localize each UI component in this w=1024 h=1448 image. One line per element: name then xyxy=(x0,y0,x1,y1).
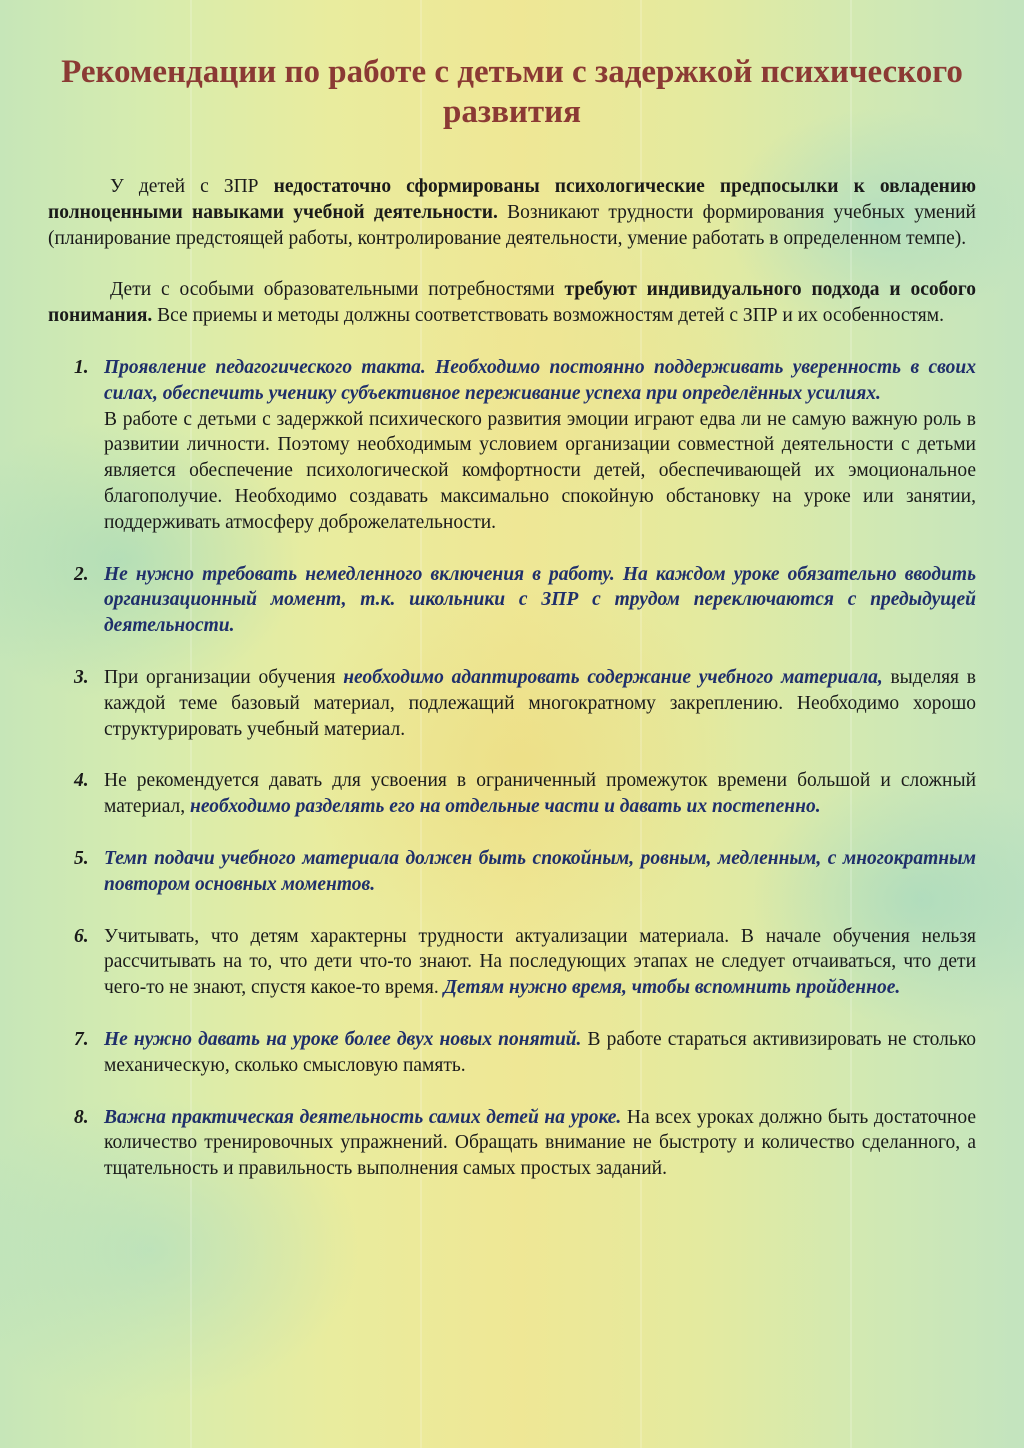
item-emphasis: необходимо адаптировать содержание учебного материала, xyxy=(343,666,883,688)
recommendation-item-4 xyxy=(48,768,976,820)
recommendation-item-7 xyxy=(48,1027,976,1079)
recommendation-item-1 xyxy=(48,355,976,536)
item-emphasis: Темп подачи учебного материала должен быть спокойным, ровным, медленным, с многократным повтором основных моментов. xyxy=(104,847,976,895)
intro-2-text: Дети с особыми образовательными потребностями xyxy=(110,279,565,301)
intro-1-rest: Возникают трудности формирования учебных умений (планирование предстоящей работы, контролирование деятельности, умение работать в определенном темпе). xyxy=(48,201,976,249)
recommendation-item-8 xyxy=(48,1105,976,1182)
recommendation-item-3 xyxy=(48,665,976,742)
item-number: 2. xyxy=(74,563,89,585)
item-text-before: Не рекомендуется давать для усвоения в ограниченный промежуток времени большой и сложный материал, xyxy=(104,770,976,818)
item-text-after: выделяя в каждой теме базовый материал, подлежащий многократному закреплению. Необходимо хорошо структурировать учебный материал. xyxy=(104,666,976,740)
recommendation-item-5 xyxy=(48,846,976,898)
intro-paragraph-2 xyxy=(48,277,976,329)
item-text-before: При организации обучения xyxy=(104,666,344,688)
item-emphasis: Важна практическая деятельность самих детей на уроке. xyxy=(104,1106,622,1128)
item-number: 1. xyxy=(74,356,89,378)
item-details: В работе с детьми с задержкой психического развития эмоции играют едва ли не самую важную роль в развитии личности. Поэтому необходимым условием организации совместной деятельности с детьми является обеспечение психологической комфортности детей, обеспечивающей их эмоциональное благополучие. Необходимо создавать максимально спокойную обстановку на уроке или занятии, поддерживать атмосферу доброжелательности. xyxy=(104,408,976,533)
item-emphasis: Проявление педагогического такта. Необходимо постоянно поддерживать уверенность в своих силах, обеспечить ученику субъективное переживание успеха при определённых усилиях. xyxy=(104,356,976,404)
item-emphasis: Не нужно требовать немедленного включения в работу. На каждом уроке обязательно вводить организационный момент, т.к. школьники с ЗПР с трудом переключаются с предыдущей деятельности. xyxy=(104,563,976,637)
item-text-after: На всех уроках должно быть достаточное количество тренировочных упражнений. Обращать внимание не быстроту и количество сделанного, а тщательность и правильность выполнения самых простых заданий. xyxy=(104,1106,976,1180)
item-emphasis: Не нужно давать на уроке более двух новых понятий. xyxy=(104,1028,582,1050)
item-number: 6. xyxy=(74,925,89,947)
intro-2-rest: Все приемы и методы должны соответствовать возможностям детей с ЗПР и их особенностям. xyxy=(152,305,944,327)
intro-paragraph-1 xyxy=(48,174,976,251)
document-page xyxy=(48,48,976,1208)
item-number: 3. xyxy=(74,666,89,688)
intro-2-bold: требуют индивидуального подхода и особого понимания. xyxy=(48,279,976,327)
intro-1-bold: недостаточно сформированы психологические предпосылки к овладению полноценными навыками учебной деятельности. xyxy=(48,176,976,223)
item-number: 5. xyxy=(74,847,89,869)
recommendations-list xyxy=(48,355,976,1182)
item-text-before: Учитывать, что детям характерны трудности актуализации материала. В начале обучения нельзя рассчитывать на то, что дети что-то знают. На последующих этапах не следует отчаиваться, что дети чего-то не знают, спустя какое-то время. xyxy=(104,925,976,999)
intro-1-text: У детей с ЗПР xyxy=(110,176,274,197)
item-number: 4. xyxy=(74,770,89,792)
recommendation-item-2 xyxy=(48,562,976,639)
item-emphasis: необходимо разделять его на отдельные части и давать их постепенно. xyxy=(190,796,821,818)
page-title: Рекомендации по работе с детьми с задержкой психического развития xyxy=(61,54,963,130)
item-emphasis: Детям нужно время, чтобы вспомнить пройденное. xyxy=(443,977,901,999)
item-text-after: В работе стараться активизировать не столько механическую, сколько смысловую память. xyxy=(104,1028,976,1076)
recommendation-item-6 xyxy=(48,924,976,1001)
item-number: 8. xyxy=(74,1106,89,1128)
item-number: 7. xyxy=(74,1028,89,1050)
